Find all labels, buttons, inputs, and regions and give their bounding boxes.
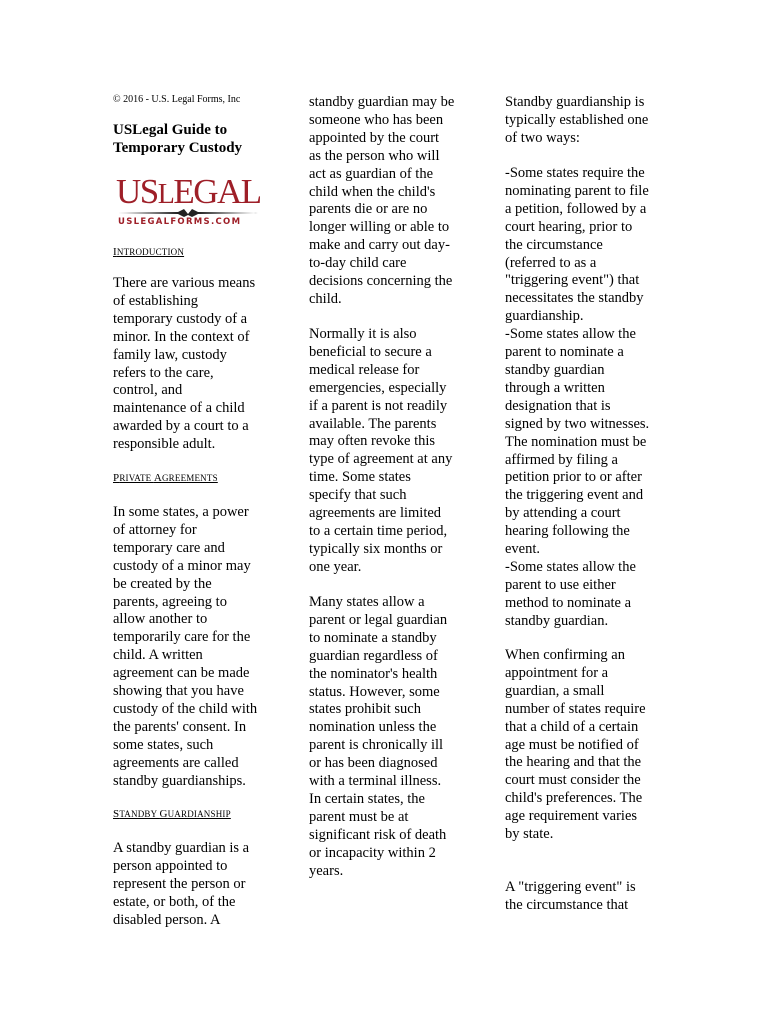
- introduction-paragraph: There are various means of establishing temporary custody of a minor. In the context of family law, custody refers to the care, control, and maintenance of a child awarded by a court to a responsible adult.: [113, 275, 256, 453]
- column3-paragraph-2: -Some states require the nominating parent to file a petition, followed by a court hearing, prior to the circumstance (referred to as a "triggering event") that necessitates the standby guardianship. -Some states allow the parent to nominate a standby guardian through a written designation that is signed by two witnesses. The nomination must be affirmed by filing a petition prior to or after the triggering event and by attending a court hearing following the event. -Some states allow the parent to use either method to nominate a standby guardian.: [505, 165, 650, 629]
- column3-paragraph-4: A "triggering event" is the circumstance that: [505, 879, 636, 913]
- heading-introduction: INTRODUCTION: [113, 246, 185, 258]
- heading-standby-guardianship: STANDBY GUARDIANSHIP: [113, 808, 231, 820]
- column2-paragraph-3: Many states allow a parent or legal guardian to nominate a standby guardian regardless of the nominator's health status. However, some states prohibit such nomination unless the parent is chronically ill or has been diagnosed with a terminal illness. In certain states, the parent must be at significant risk of death or incapacity within 2 years.: [309, 594, 448, 879]
- logo-wordmark: USLEGAL: [116, 172, 261, 211]
- uslegal-logo: [116, 174, 260, 230]
- standby-guardianship-paragraph: A standby guardian is a person appointed to represent the person or estate, or both, of the disabled person. A: [113, 840, 250, 928]
- column3-paragraph-1: Standby guardianship is typically established one of two ways:: [505, 94, 649, 146]
- heading-private-agreements: PRIVATE AGREEMENTS: [113, 472, 218, 484]
- copyright-notice: © 2016 - U.S. Legal Forms, Inc: [113, 94, 241, 105]
- column2-paragraph-2: Normally it is also beneficial to secure a medical release for emergencies, especially if a parent is not readily available. The parents may often revoke this type of agreement at any time. Some states specify that such agreements are limited to a certain time period, typically six months or one year.: [309, 326, 453, 575]
- column2-paragraph-1: standby guardian may be someone who has been appointed by the court as the person who will act as guardian of the child when the child's parents die or are no longer willing or able to make and carry out day- to-day child care decisions concerning the child.: [309, 94, 455, 307]
- logo-url: USLEGALFORMS.COM: [118, 217, 242, 227]
- private-agreements-paragraph: In some states, a power of attorney for temporary care and custody of a minor may be created by the parents, agreeing to allow another to temporarily care for the child. A written agreement can be made showing that you have custody of the child with the parents' consent. In some states, such agreements are called standby guardianships.: [113, 504, 258, 789]
- document-title: USLegal Guide to Temporary Custody: [113, 122, 243, 156]
- column3-paragraph-3: When confirming an appointment for a guardian, a small number of states require that a child of a certain age must be notified of the hearing and that the court must consider the child's preferences. The age requirement varies by state.: [505, 647, 646, 843]
